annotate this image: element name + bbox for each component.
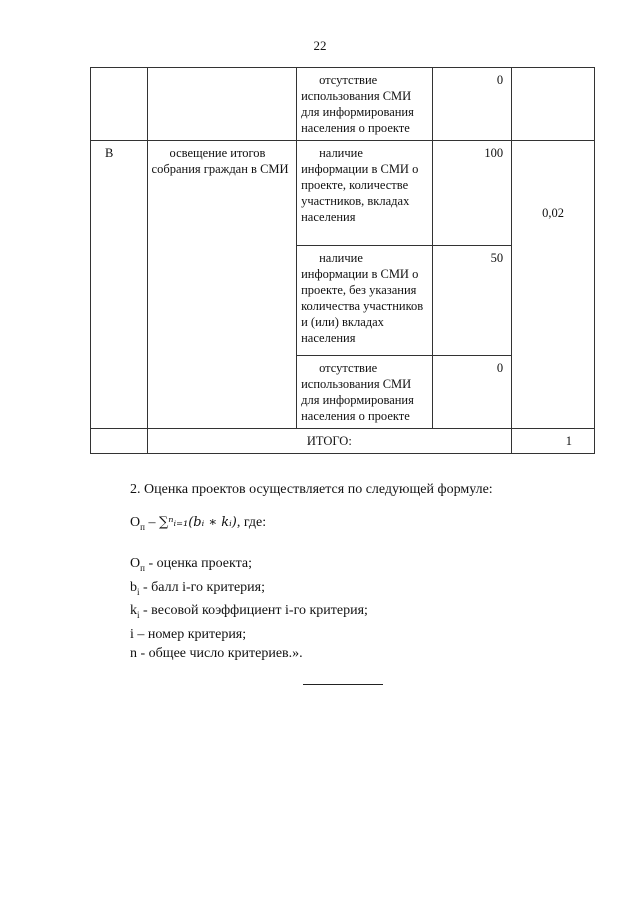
cell-criterion bbox=[147, 68, 297, 141]
definition-text: – номер критерия; bbox=[133, 627, 247, 643]
total-label: ИТОГО: bbox=[147, 429, 512, 454]
table-row bbox=[91, 68, 595, 141]
definition-item bbox=[130, 601, 600, 625]
formula-lhs: О bbox=[130, 515, 141, 530]
definition-subscript: i bbox=[137, 610, 140, 621]
cell-option-text: наличие информации в СМИ о проекте, количестве участников, вкладах населения bbox=[297, 141, 433, 246]
separator-line bbox=[303, 684, 383, 685]
total-value: 1 bbox=[512, 429, 595, 454]
cell-weight bbox=[512, 141, 595, 429]
cell-weight bbox=[512, 68, 595, 141]
definition-text: - весовой коэффициент i-го критерия; bbox=[139, 603, 368, 619]
definition-text: - балл i-го критерия; bbox=[139, 579, 266, 595]
definition-item bbox=[130, 644, 600, 663]
definition-item bbox=[130, 578, 600, 602]
cell-letter bbox=[91, 68, 148, 141]
definition-symbol: О bbox=[130, 555, 141, 571]
table-row bbox=[91, 141, 595, 246]
weight-value: 0,02 bbox=[542, 205, 564, 220]
cell-option-text: наличие информации в СМИ о проекте, без указания количества участников и (или) вкладах населения bbox=[297, 246, 433, 356]
intro-paragraph: 2. Оценка проектов осуществляется по следующей формуле: bbox=[130, 482, 493, 497]
definition-subscript: п bbox=[140, 562, 145, 573]
page-number: 22 bbox=[313, 38, 327, 53]
definitions-list bbox=[130, 554, 600, 663]
cell-option-text: отсутствие использования СМИ для информирования населения о проекте bbox=[297, 68, 433, 141]
definition-item bbox=[130, 625, 600, 644]
cell-score: 0 bbox=[433, 68, 512, 141]
definition-symbol: i bbox=[130, 627, 134, 643]
definition-item bbox=[130, 554, 600, 578]
formula-expression: ∑ⁿᵢ₌₁(bᵢ ∗ kᵢ) bbox=[158, 515, 237, 530]
definition-text: - оценка проекта; bbox=[144, 555, 253, 571]
cell-empty bbox=[91, 429, 148, 454]
formula bbox=[130, 513, 600, 537]
cell-letter: В bbox=[91, 141, 148, 429]
text-block bbox=[130, 480, 600, 663]
formula-tail: , где: bbox=[236, 515, 267, 530]
definition-subscript: i bbox=[137, 586, 140, 597]
cell-criterion: освещение итогов собрания граждан в СМИ bbox=[147, 141, 297, 429]
table-row-total bbox=[91, 429, 595, 454]
definition-symbol: b bbox=[130, 579, 137, 595]
formula-lhs-sub: п bbox=[140, 521, 145, 532]
formula-eq: – bbox=[144, 515, 159, 530]
cell-score: 100 bbox=[433, 141, 512, 246]
criteria-table bbox=[90, 67, 595, 454]
definition-symbol: k bbox=[130, 603, 137, 619]
definition-symbol: n bbox=[130, 646, 137, 662]
cell-option-text: отсутствие использования СМИ для информирования населения о проекте bbox=[297, 356, 433, 429]
definition-text: - общее число критериев.». bbox=[137, 646, 303, 662]
cell-score: 0 bbox=[433, 356, 512, 429]
cell-score: 50 bbox=[433, 246, 512, 356]
